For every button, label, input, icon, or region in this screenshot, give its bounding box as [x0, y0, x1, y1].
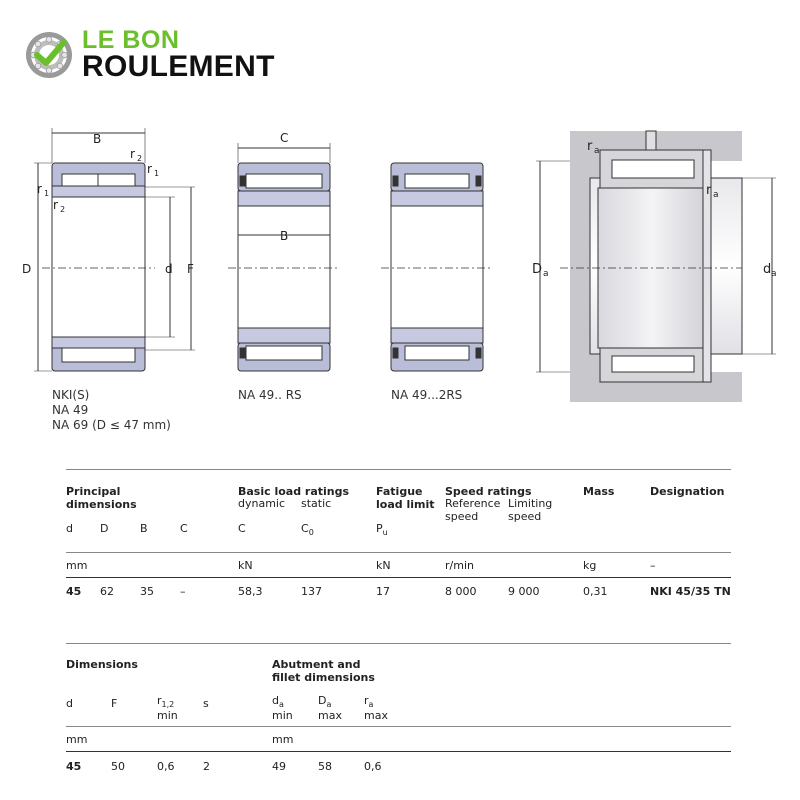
- label-da: d: [763, 262, 772, 277]
- t2-cell-d: 45: [66, 760, 82, 773]
- t2-sym-Da: $D_a$ max: [318, 694, 342, 723]
- t2-cell-r12: 0,6: [157, 760, 175, 773]
- svg-text:a: a: [771, 269, 777, 279]
- sym-D: D: [100, 522, 109, 535]
- svg-text:a: a: [713, 190, 719, 200]
- unit-dash: –: [650, 559, 656, 572]
- table1-top-rule: [66, 469, 731, 470]
- t2-cell-da: 49: [272, 760, 286, 773]
- t2-sym-r12: $r_{1,2}$ min: [157, 694, 178, 723]
- table1-header-speed: Speed ratings: [445, 485, 532, 498]
- label-F: F: [187, 262, 194, 276]
- table1-header-designation: Designation: [650, 485, 725, 498]
- label-r2-left: r: [53, 198, 58, 212]
- label-D: D: [22, 262, 32, 276]
- label-Da: D: [532, 262, 543, 277]
- table1-header-reference: Reference speed: [445, 497, 501, 523]
- cell-d: 45: [66, 585, 82, 598]
- cell-ref-speed: 8 000: [445, 585, 477, 598]
- cell-Pu: 17: [376, 585, 390, 598]
- svg-text:2: 2: [60, 205, 66, 214]
- brand-line-2: ROULEMENT: [82, 50, 275, 83]
- t2-unit-mm-1: mm: [66, 733, 88, 746]
- cell-designation: NKI 45/35 TN: [650, 585, 731, 598]
- unit-kN-fatigue: kN: [376, 559, 391, 572]
- svg-text:a: a: [543, 269, 549, 279]
- unit-kg: kg: [583, 559, 597, 572]
- drawing-na49rs: [228, 143, 340, 371]
- unit-mm: mm: [66, 559, 88, 572]
- cell-B: 35: [140, 585, 154, 598]
- svg-text:1: 1: [154, 169, 160, 178]
- table1-mid-rule: [66, 552, 731, 553]
- sym-d: d: [66, 522, 73, 535]
- label-B-rs: B: [280, 229, 289, 243]
- t2-cell-s: 2: [203, 760, 210, 773]
- t2-sym-da: $d_a$ min: [272, 694, 293, 723]
- cell-lim-speed: 9 000: [508, 585, 540, 598]
- t2-cell-ra: 0,6: [364, 760, 382, 773]
- unit-kN-load: kN: [238, 559, 253, 572]
- caption-na49rs: NA 49.. RS: [238, 388, 302, 402]
- label-d: d: [165, 262, 173, 276]
- sym-Pu: $P_u$: [376, 522, 388, 538]
- table1-header-fatigue: Fatigue load limit: [376, 485, 435, 511]
- table2-mid-rule: [66, 726, 731, 727]
- cell-D: 62: [100, 585, 114, 598]
- cell-C: –: [180, 585, 186, 598]
- t2-sym-d: d: [66, 697, 73, 710]
- table1-header-principal: Principal dimensions: [66, 485, 137, 511]
- table1-header-mass: Mass: [583, 485, 615, 498]
- t2-sym-F: F: [111, 697, 118, 710]
- drawing-na492rs: [381, 163, 493, 371]
- table1-header-dynamic: dynamic: [238, 497, 286, 510]
- drawing-nki: [34, 128, 195, 371]
- label-ra-right: r: [706, 183, 712, 198]
- table1-data-rule: [66, 577, 731, 578]
- caption-nki: NKI(S) NA 49 NA 69 (D ≤ 47 mm): [52, 388, 171, 432]
- caption-na492rs: NA 49...2RS: [391, 388, 463, 402]
- t2-sym-ra: $r_a$ max: [364, 694, 388, 723]
- cell-Cdyn: 58,3: [238, 585, 263, 598]
- t2-cell-Da: 58: [318, 760, 332, 773]
- t2-sym-s: s: [203, 697, 209, 710]
- sym-C0: $C_0$: [301, 522, 314, 538]
- svg-text:1: 1: [44, 189, 50, 198]
- sym-B: B: [140, 522, 148, 535]
- table1-header-limiting: Limiting speed: [508, 497, 553, 523]
- table2-top-rule: [66, 643, 731, 644]
- t2-unit-mm-2: mm: [272, 733, 294, 746]
- label-C: C: [280, 131, 289, 145]
- cell-mass: 0,31: [583, 585, 608, 598]
- label-r2-top: r: [130, 147, 135, 161]
- table2-header-abutment: Abutment and fillet dimensions: [272, 658, 375, 684]
- label-ra-top: r: [587, 139, 593, 154]
- cell-C0: 137: [301, 585, 322, 598]
- svg-text:2: 2: [137, 154, 143, 163]
- label-B: B: [93, 132, 102, 146]
- table1-header-static: static: [301, 497, 332, 510]
- brand-line-1: LE BON: [82, 26, 180, 54]
- label-r1-left: r: [37, 182, 42, 196]
- label-r1-top: r: [147, 162, 152, 176]
- sym-C: C: [180, 522, 188, 535]
- table2-data-rule: [66, 751, 731, 752]
- t2-cell-F: 50: [111, 760, 125, 773]
- unit-rpm: r/min: [445, 559, 474, 572]
- svg-text:a: a: [594, 146, 600, 156]
- drawing-abutment: [536, 131, 776, 402]
- sym-Cdyn: C: [238, 522, 246, 535]
- table1-header-basic-load: Basic load ratings: [238, 485, 350, 498]
- table2-header-dimensions: Dimensions: [66, 658, 138, 671]
